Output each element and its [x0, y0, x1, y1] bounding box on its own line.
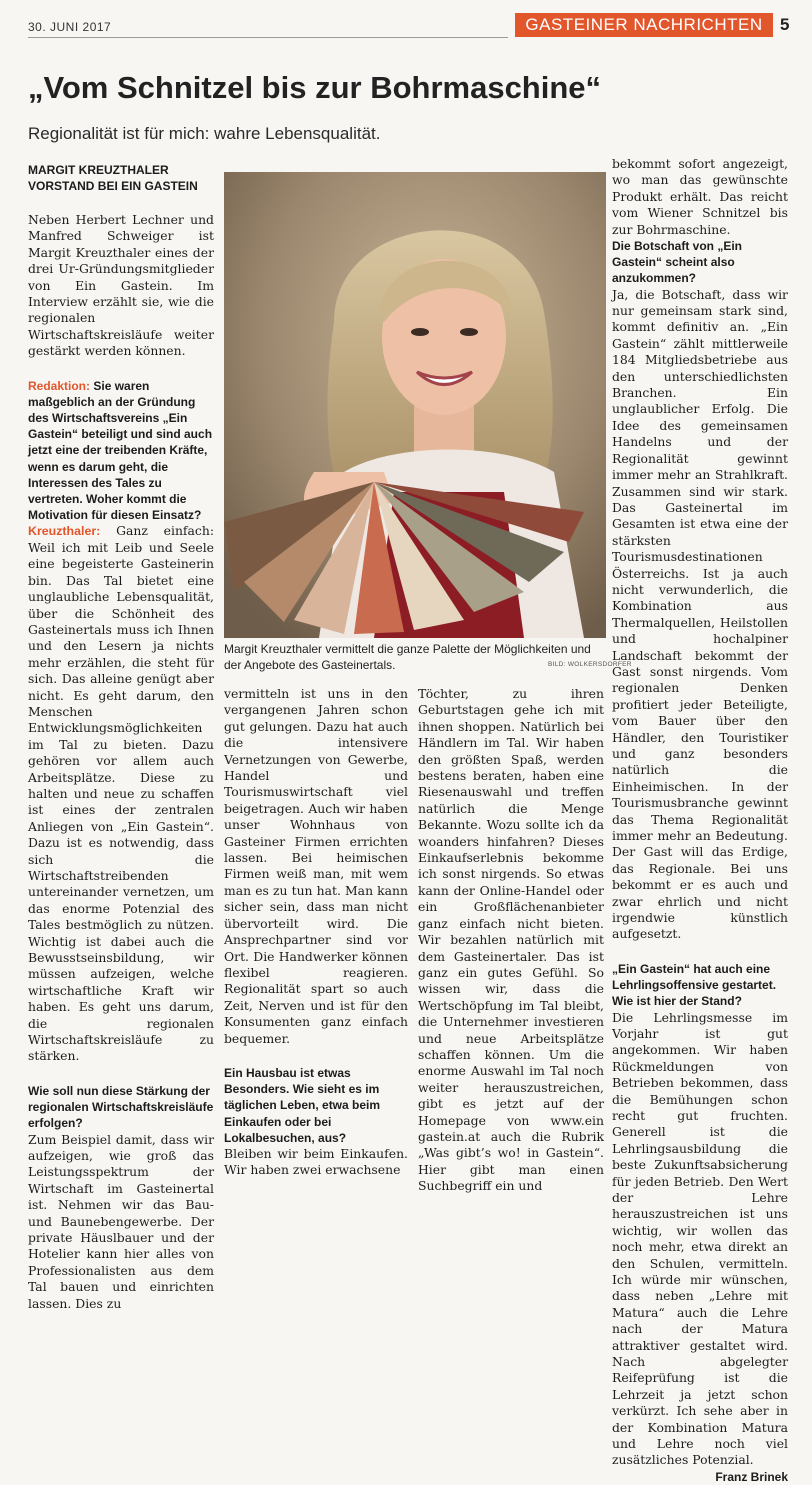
section-banner: GASTEINER NACHRICHTEN: [515, 13, 773, 37]
answer-2-part-1: Zum Beispiel damit, dass wir aufzeigen, wie groß das Leistungsspektrum der Wirtschaft im Gasteinertal ist. Nehmen wir das Bau- und Baunebengewerbe. Der private Häuslbauer und der Hotelier kann hier alles von Professionalisten aus dem Tal bauen und einrichten lassen. Dies zu: [28, 1131, 214, 1311]
column-4: [612, 156, 788, 1485]
answer-1-text: Ganz einfach: Weil ich mit Leib und Seele eine begeisterte Gasteinerin bin. Das Tal bietet eine unglaubliche Lebensqualität, über die Schönheit des Gasteinertals muss ich Ihnen und den Lesern ja nichts mehr erzählen, die steht für sich. Das alleine genügt aber nicht. Es geht darum, den Menschen Entwicklungsmöglichkeiten im Tal zu bieten. Dazu gehören vor allem auch Arbeitsplätze. Diese zu halten und neue zu schaffen ist eines der zentralen Anliegen von „Ein Gastein“. Dazu ist es notwendig, dass sich die Wirtschaftstreibenden untereinander vernetzen, um das enorme Potenzial des Tales bestmöglich zu nützen. Wichtig ist dabei auch die Bewusstseinsbildung, wir müssen aufzeigen, welche wirtschaftliche Kraft wir haben. Es geht uns darum, die regionalen Wirtschaftskreisläufe zu stärken.: [28, 523, 214, 1064]
question-1: [28, 378, 214, 524]
question-1-text: Sie waren maßgeblich an der Gründung des Wirtschaftsvereins „Ein Gastein“ beteiligt und sind auch jetzt eine der treibenden Kräfte, wenn es darum geht, die Interessen des Tales zu vertreten. Woher kommt die Motivation für diesen Einsatz?: [28, 378, 213, 523]
column-2: [224, 686, 408, 1179]
column-3: [418, 686, 604, 1195]
header-rule: [28, 37, 508, 38]
issue-date: 30. JUNI 2017: [28, 20, 112, 34]
intro-paragraph: Neben Herbert Lechner und Manfred Schweiger ist Margit Kreuzthaler eines der drei Ur-Gründungsmitglieder von Ein Gastein. Im Interview erzählt sie, wie die regionalen Wirtschaftskreisläufe weiter gestärkt werden können.: [28, 212, 214, 359]
author-role: VORSTAND BEI EIN GASTEIN: [28, 179, 198, 193]
answer-1: [28, 523, 214, 1064]
answer-3-part-2: Töchter, zu ihren Geburtstagen gehe ich mit ihnen shoppen. Natürlich bei Händlern im Tal. Wir haben den größten Spaß, werden bestens beraten, haben eine Riesenauswahl und treffen natürlich die Menge Bekannte. Wozu sollte ich da woanders hinfahren? Dieses Einkaufserlebnis bekomme ich sonst nirgends. So etwas kann der Online-Handel oder ein Großflächenanbieter ganz einfach nicht bieten. Wir bezahlen natürlich mit dem Gasteinertaler. Das ist ganz ein gutes Gefühl. So wissen wir, dass die Wertschöpfung im Tal bleibt, die Unternehmer investieren und neue Arbeitsplätze schaffen können. Um die enorme Auswahl im Tal noch weiter herauszustreichen, gibt es jetzt auf der Homepage von www.ein gastein.at auch die Rubrik „Was gibt’s wo! in Gastein“. Hier gibt man einen Suchbegriff ein und: [418, 686, 604, 1194]
speaker-label-redaktion: Redaktion:: [28, 378, 91, 393]
signature: Franz Brinek: [715, 1469, 788, 1484]
question-2: Wie soll nun diese Stärkung der regionalen Wirtschaftskreisläufe erfolgen?: [28, 1083, 214, 1131]
photo-caption: Margit Kreuzthaler vermittelt die ganze Palette der Möglichkeiten und der Angebote des Gasteinertals.: [224, 642, 591, 672]
answer-2-part-2: vermitteln ist uns in den vergangenen Jahren schon gut gelungen. Dazu hat auch die intensivere Vernetzungen von Gewerbe, Handel und Tourismuswirtschaft viel beigetragen. Auch wir haben unser Wohnhaus von Gasteiner Firmen errichten lassen. Bei heimischen Firmen weiß man, mit wem man es zu tun hat. Man kann sicher sein, dass man nicht übervorteilt wird. Die Ansprechpartner sind vor Ort. Die Handwerker können flexibel reagieren. Regionalität spart so auch Zeit, Nerven und ist für den Konsumenten ganz einfach bequemer.: [224, 686, 408, 1046]
question-4: Die Botschaft von „Ein Gastein“ scheint also anzukommen?: [612, 239, 743, 286]
author-name: MARGIT KREUZTHALER: [28, 163, 169, 177]
portrait-illustration: [224, 172, 606, 638]
photo-credit: BILD: WOLKERSDORFER: [548, 661, 632, 668]
subhead: Regionalität ist für mich: wahre Lebensqualität.: [28, 124, 381, 143]
answer-5: Die Lehrlingsmesse im Vorjahr ist gut angekommen. Wir haben Rückmeldungen von Betrieben bekommen, dass die Bemühungen schon recht gut fruchten. Generell ist die Lehrlingsausbildung die beste Zukunftsabsicherung für jeden Betrieb. Den Wert der Lehre herauszustreichen ist uns wichtig, wir wollen das noch mehr, etwa direkt an den Schulen, vermitteln. Ich würde mir wünschen, dass neben „Lehre mit Matura“ auch die Lehre nach der Matura attraktiver gestaltet wird. Nach abgelegter Reifeprüfung ist die Lehrzeit ja jetzt schon verkürzt. Ich sehe aber in der Kombination Matura und Lehre noch viel zusätzliches Potenzial.: [612, 1009, 788, 1468]
portrait-photo: [224, 172, 606, 638]
answer-3-part-1: Bleiben wir beim Einkaufen. Wir haben zwei erwachsene: [224, 1145, 408, 1178]
question-3: Ein Hausbau ist etwas Besonders. Wie sieht es im täglichen Leben, etwa beim Einkaufen oder bei Lokalbesuchen, aus?: [224, 1065, 381, 1145]
column-1: [28, 162, 214, 1312]
headline: „Vom Schnitzel bis zur Bohrmaschine“: [28, 70, 602, 105]
question-5: „Ein Gastein“ hat auch eine Lehrlingsoffensive gestartet. Wie ist hier der Stand?: [612, 961, 777, 1009]
speaker-label-kreuzthaler: Kreuzthaler:: [28, 524, 101, 539]
answer-4: Ja, die Botschaft, dass wir nur gemeinsam stark sind, kommt definitiv an. „Ein Gastein“ zählt mittlerweile 184 Mitgliedsbetriebe aus den unterschiedlichsten Branchen. Ein unglaublicher Erfolg. Die Idee des gemeinsamen Handelns und der Regionalität gewinnt immer mehr an Strahlkraft. Zusammen sind wir stark. Das Gasteinertal im Gesamten ist etwa eine der stärksten Tourismusdestinationen Österreichs. Ist ja auch nicht verwunderlich, die Kombination aus Thermalquellen, Heilstollen und hochalpiner Landschaft bekommt der Gast sonst nirgends. Vom regionalen Denken profitiert jeder Beteiligte, vom Bauer über den Händler, den Touristiker und ganz besonders natürlich die Einheimischen. In der Tourismusbranche gewinnt das Thema Regionalität immer mehr an Bedeutung. Der Gast will das Erdige, das Regionale. Bei uns bekommt er es auch und zwar ehrlich und nicht irgendwie künstlich aufgesetzt.: [612, 286, 788, 942]
answer-3-part-3: bekommt sofort angezeigt, wo man das gewünschte Produkt erhält. Das reicht vom Wiener Schnitzel bis zur Bohrmaschine.: [612, 156, 788, 237]
page-number: 5: [780, 15, 790, 34]
